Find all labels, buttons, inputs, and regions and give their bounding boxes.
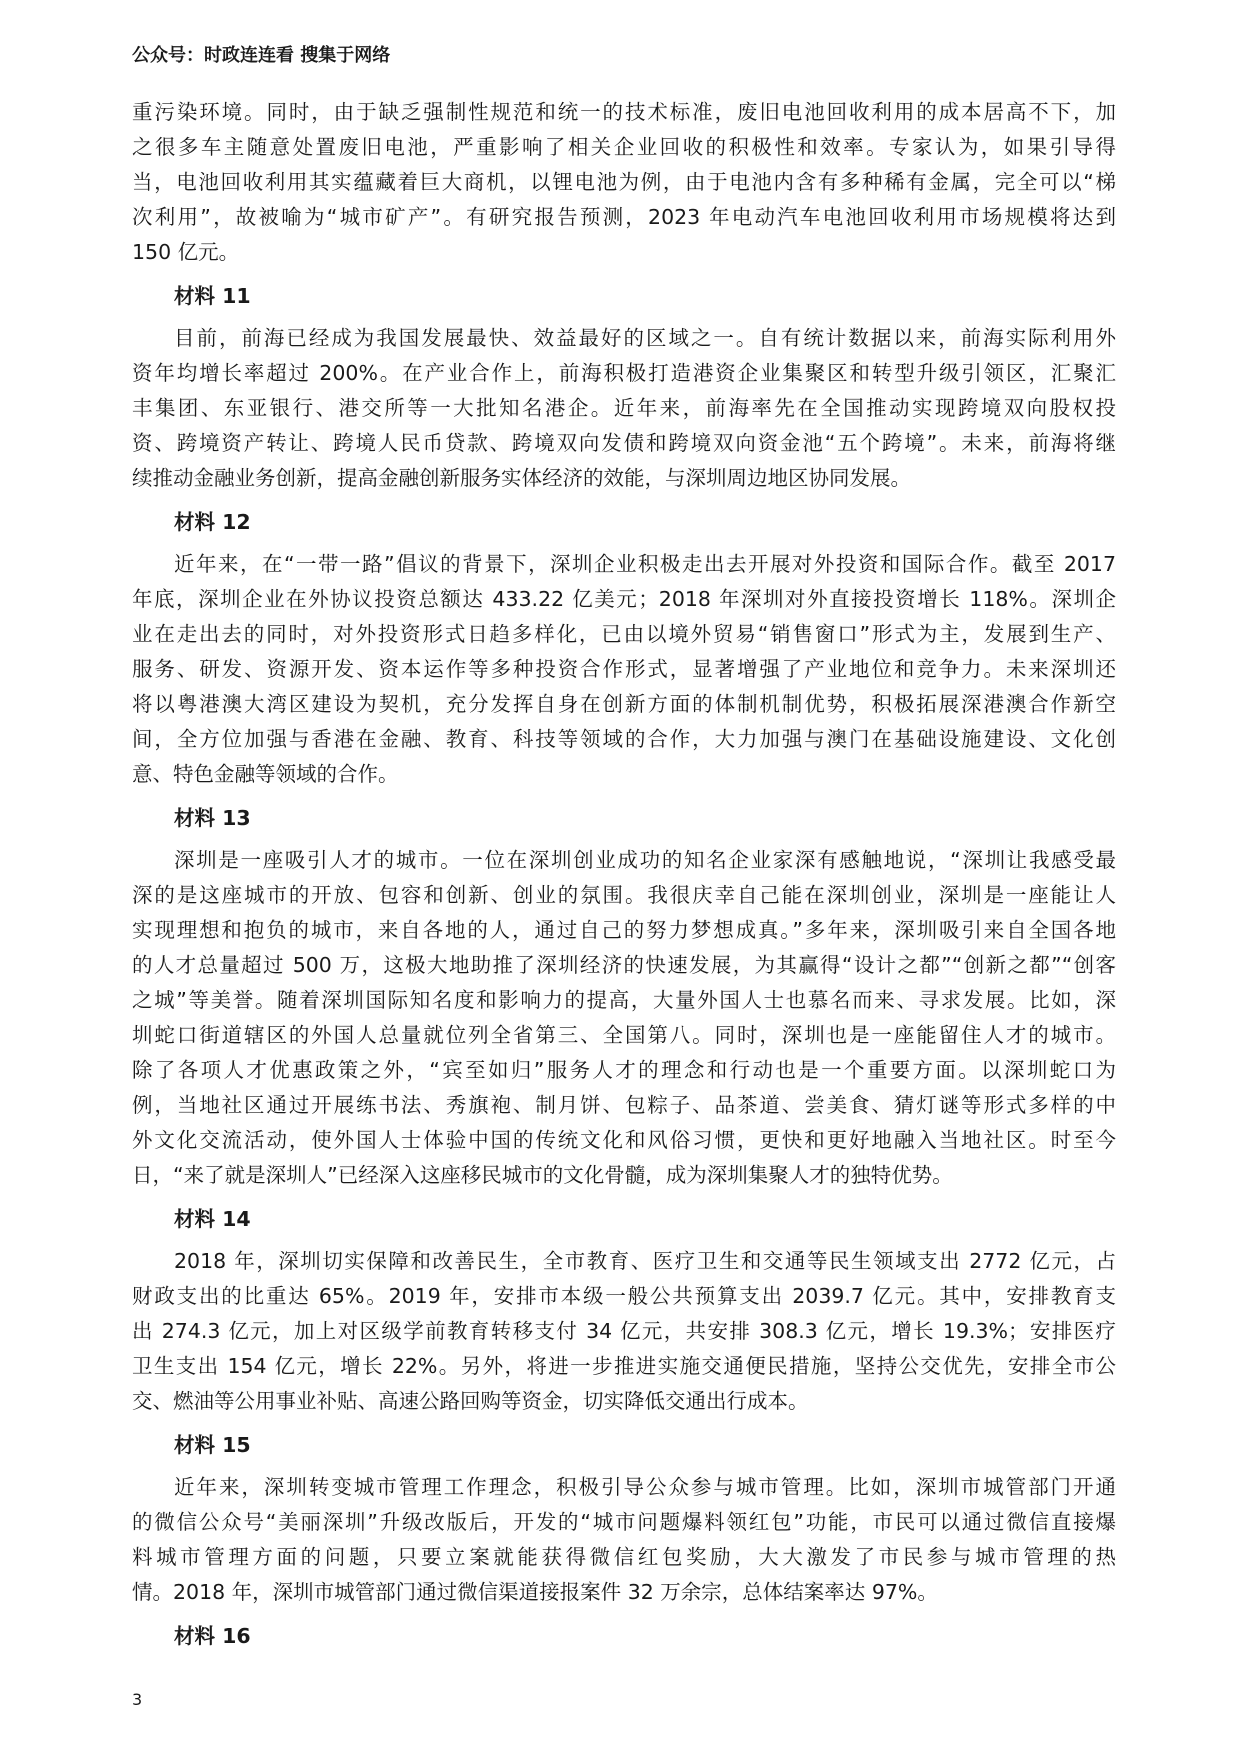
paragraph-line: 年底，深圳企业在外协议投资总额达 433.22 亿美元；2018 年深圳对外直接投资增长 118%。深圳企: [132, 587, 1116, 611]
paragraph-line: 服务、研发、资源开发、资本运作等多种投资合作形式，显著增强了产业地位和竞争力。未来深圳还: [132, 657, 1116, 681]
paragraph-line: 之城”等美誉。随着深圳国际知名度和影响力的提高，大量外国人士也慕名而来、寻求发展。比如，深: [132, 988, 1116, 1012]
paragraph-line: 之很多车主随意处置废旧电池，严重影响了相关企业回收的积极性和效率。专家认为，如果引导得: [132, 135, 1116, 159]
paragraph-line: 当，电池回收利用其实蕴藏着巨大商机，以锂电池为例，由于电池内含有多种稀有金属，完全可以“梯: [132, 170, 1116, 194]
paragraph-line: 间，全方位加强与香港在金融、教育、科技等领域的合作，大力加强与澳门在基础设施建设、文化创: [132, 727, 1116, 751]
paragraph-line: 实现理想和抱负的城市，来自各地的人，通过自己的努力梦想成真。”多年来，深圳吸引来自全国各地: [132, 918, 1116, 942]
paragraph-line: 次利用”，故被喻为“城市矿产”。有研究报告预测，2023 年电动汽车电池回收利用市场规模将达到: [132, 205, 1116, 229]
paragraph-line: 资年均增长率超过 200%。在产业合作上，前海积极打造港资企业集聚区和转型升级引领区，汇聚汇: [132, 361, 1116, 385]
paragraph-line: 圳蛇口街道辖区的外国人总量就位列全省第三、全国第八。同时，深圳也是一座能留住人才的城市。: [132, 1023, 1116, 1047]
paragraph-line: 续推动金融业务创新，提高金融创新服务实体经济的效能，与深圳周边地区协同发展。: [132, 466, 911, 490]
material-heading: 材料 11: [174, 284, 251, 308]
paragraph-line: 2018 年，深圳切实保障和改善民生，全市教育、医疗卫生和交通等民生领域支出 2772 亿元，占: [174, 1249, 1116, 1273]
paragraph-line: 近年来，深圳转变城市管理工作理念，积极引导公众参与城市管理。比如，深圳市城管部门开通: [174, 1475, 1116, 1499]
paragraph-line: 业在走出去的同时，对外投资形式日趋多样化，已由以境外贸易“销售窗口”形式为主，发展到生产、: [132, 622, 1116, 646]
paragraph-line: 交、燃油等公用事业补贴、高速公路回购等资金，切实降低交通出行成本。: [132, 1389, 809, 1413]
document-body: [132, 95, 1116, 1661]
paragraph-line: 深的是这座城市的开放、包容和创新、创业的氛围。我很庆幸自己能在深圳创业，深圳是一座能让人: [132, 883, 1116, 907]
paragraph-line: 目前，前海已经成为我国发展最快、效益最好的区域之一。自有统计数据以来，前海实际利用外: [174, 326, 1116, 350]
paragraph-line: 丰集团、东亚银行、港交所等一大批知名港企。近年来，前海率先在全国推动实现跨境双向股权投: [132, 396, 1116, 420]
material-heading: 材料 13: [174, 806, 251, 830]
paragraph-line: 例，当地社区通过开展练书法、秀旗袍、制月饼、包粽子、品茶道、尝美食、猜灯谜等形式多样的中: [132, 1093, 1116, 1117]
paragraph-line: 外文化交流活动，使外国人士体验中国的传统文化和风俗习惯，更快和更好地融入当地社区。时至今: [132, 1128, 1116, 1152]
paragraph-line: 150 亿元。: [132, 240, 240, 264]
material-heading: 材料 12: [174, 510, 251, 534]
paragraph-line: 除了各项人才优惠政策之外，“宾至如归”服务人才的理念和行动也是一个重要方面。以深圳蛇口为: [132, 1058, 1116, 1082]
paragraph-line: 情。2018 年，深圳市城管部门通过微信渠道接报案件 32 万余宗，总体结案率达 97%。: [132, 1580, 938, 1604]
paragraph-line: 财政支出的比重达 65%。2019 年，安排市本级一般公共预算支出 2039.7 亿元。其中，安排教育支: [132, 1284, 1116, 1308]
material-heading: 材料 16: [174, 1624, 251, 1648]
paragraph-line: 重污染环境。同时，由于缺乏强制性规范和统一的技术标准，废旧电池回收利用的成本居高不下，加: [132, 100, 1116, 124]
material-heading: 材料 15: [174, 1433, 251, 1457]
paragraph-line: 将以粤港澳大湾区建设为契机，充分发挥自身在创新方面的体制机制优势，积极拓展深港澳合作新空: [132, 692, 1116, 716]
page-number: 3: [132, 1690, 143, 1709]
paragraph-line: 料城市管理方面的问题，只要立案就能获得微信红包奖励，大大激发了市民参与城市管理的热: [132, 1545, 1116, 1569]
material-heading: 材料 14: [174, 1207, 251, 1231]
paragraph-line: 意、特色金融等领域的合作。: [132, 762, 399, 786]
page-header: 公众号：时政连连看 搜集于网络: [132, 45, 391, 66]
paragraph-line: 卫生支出 154 亿元，增长 22%。另外，将进一步推进实施交通便民措施，坚持公交优先，安排全市公: [132, 1354, 1116, 1378]
paragraph-line: 的人才总量超过 500 万，这极大地助推了深圳经济的快速发展，为其赢得“设计之都”“创新之都”“创客: [132, 953, 1116, 977]
paragraph-line: 出 274.3 亿元，加上对区级学前教育转移支付 34 亿元，共安排 308.3 亿元，增长 19.3%；安排医疗: [132, 1319, 1116, 1343]
paragraph-line: 资、跨境资产转让、跨境人民币贷款、跨境双向发债和跨境双向资金池“五个跨境”。未来，前海将继: [132, 431, 1116, 455]
paragraph-line: 深圳是一座吸引人才的城市。一位在深圳创业成功的知名企业家深有感触地说，“深圳让我感受最: [174, 848, 1116, 872]
paragraph-line: 近年来，在“一带一路”倡议的背景下，深圳企业积极走出去开展对外投资和国际合作。截至 2017: [174, 552, 1116, 576]
paragraph-line: 日，“来了就是深圳人”已经深入这座移民城市的文化骨髓，成为深圳集聚人才的独特优势。: [132, 1163, 953, 1187]
paragraph-line: 的微信公众号“美丽深圳”升级改版后，开发的“城市问题爆料领红包”功能，市民可以通过微信直接爆: [132, 1510, 1116, 1534]
